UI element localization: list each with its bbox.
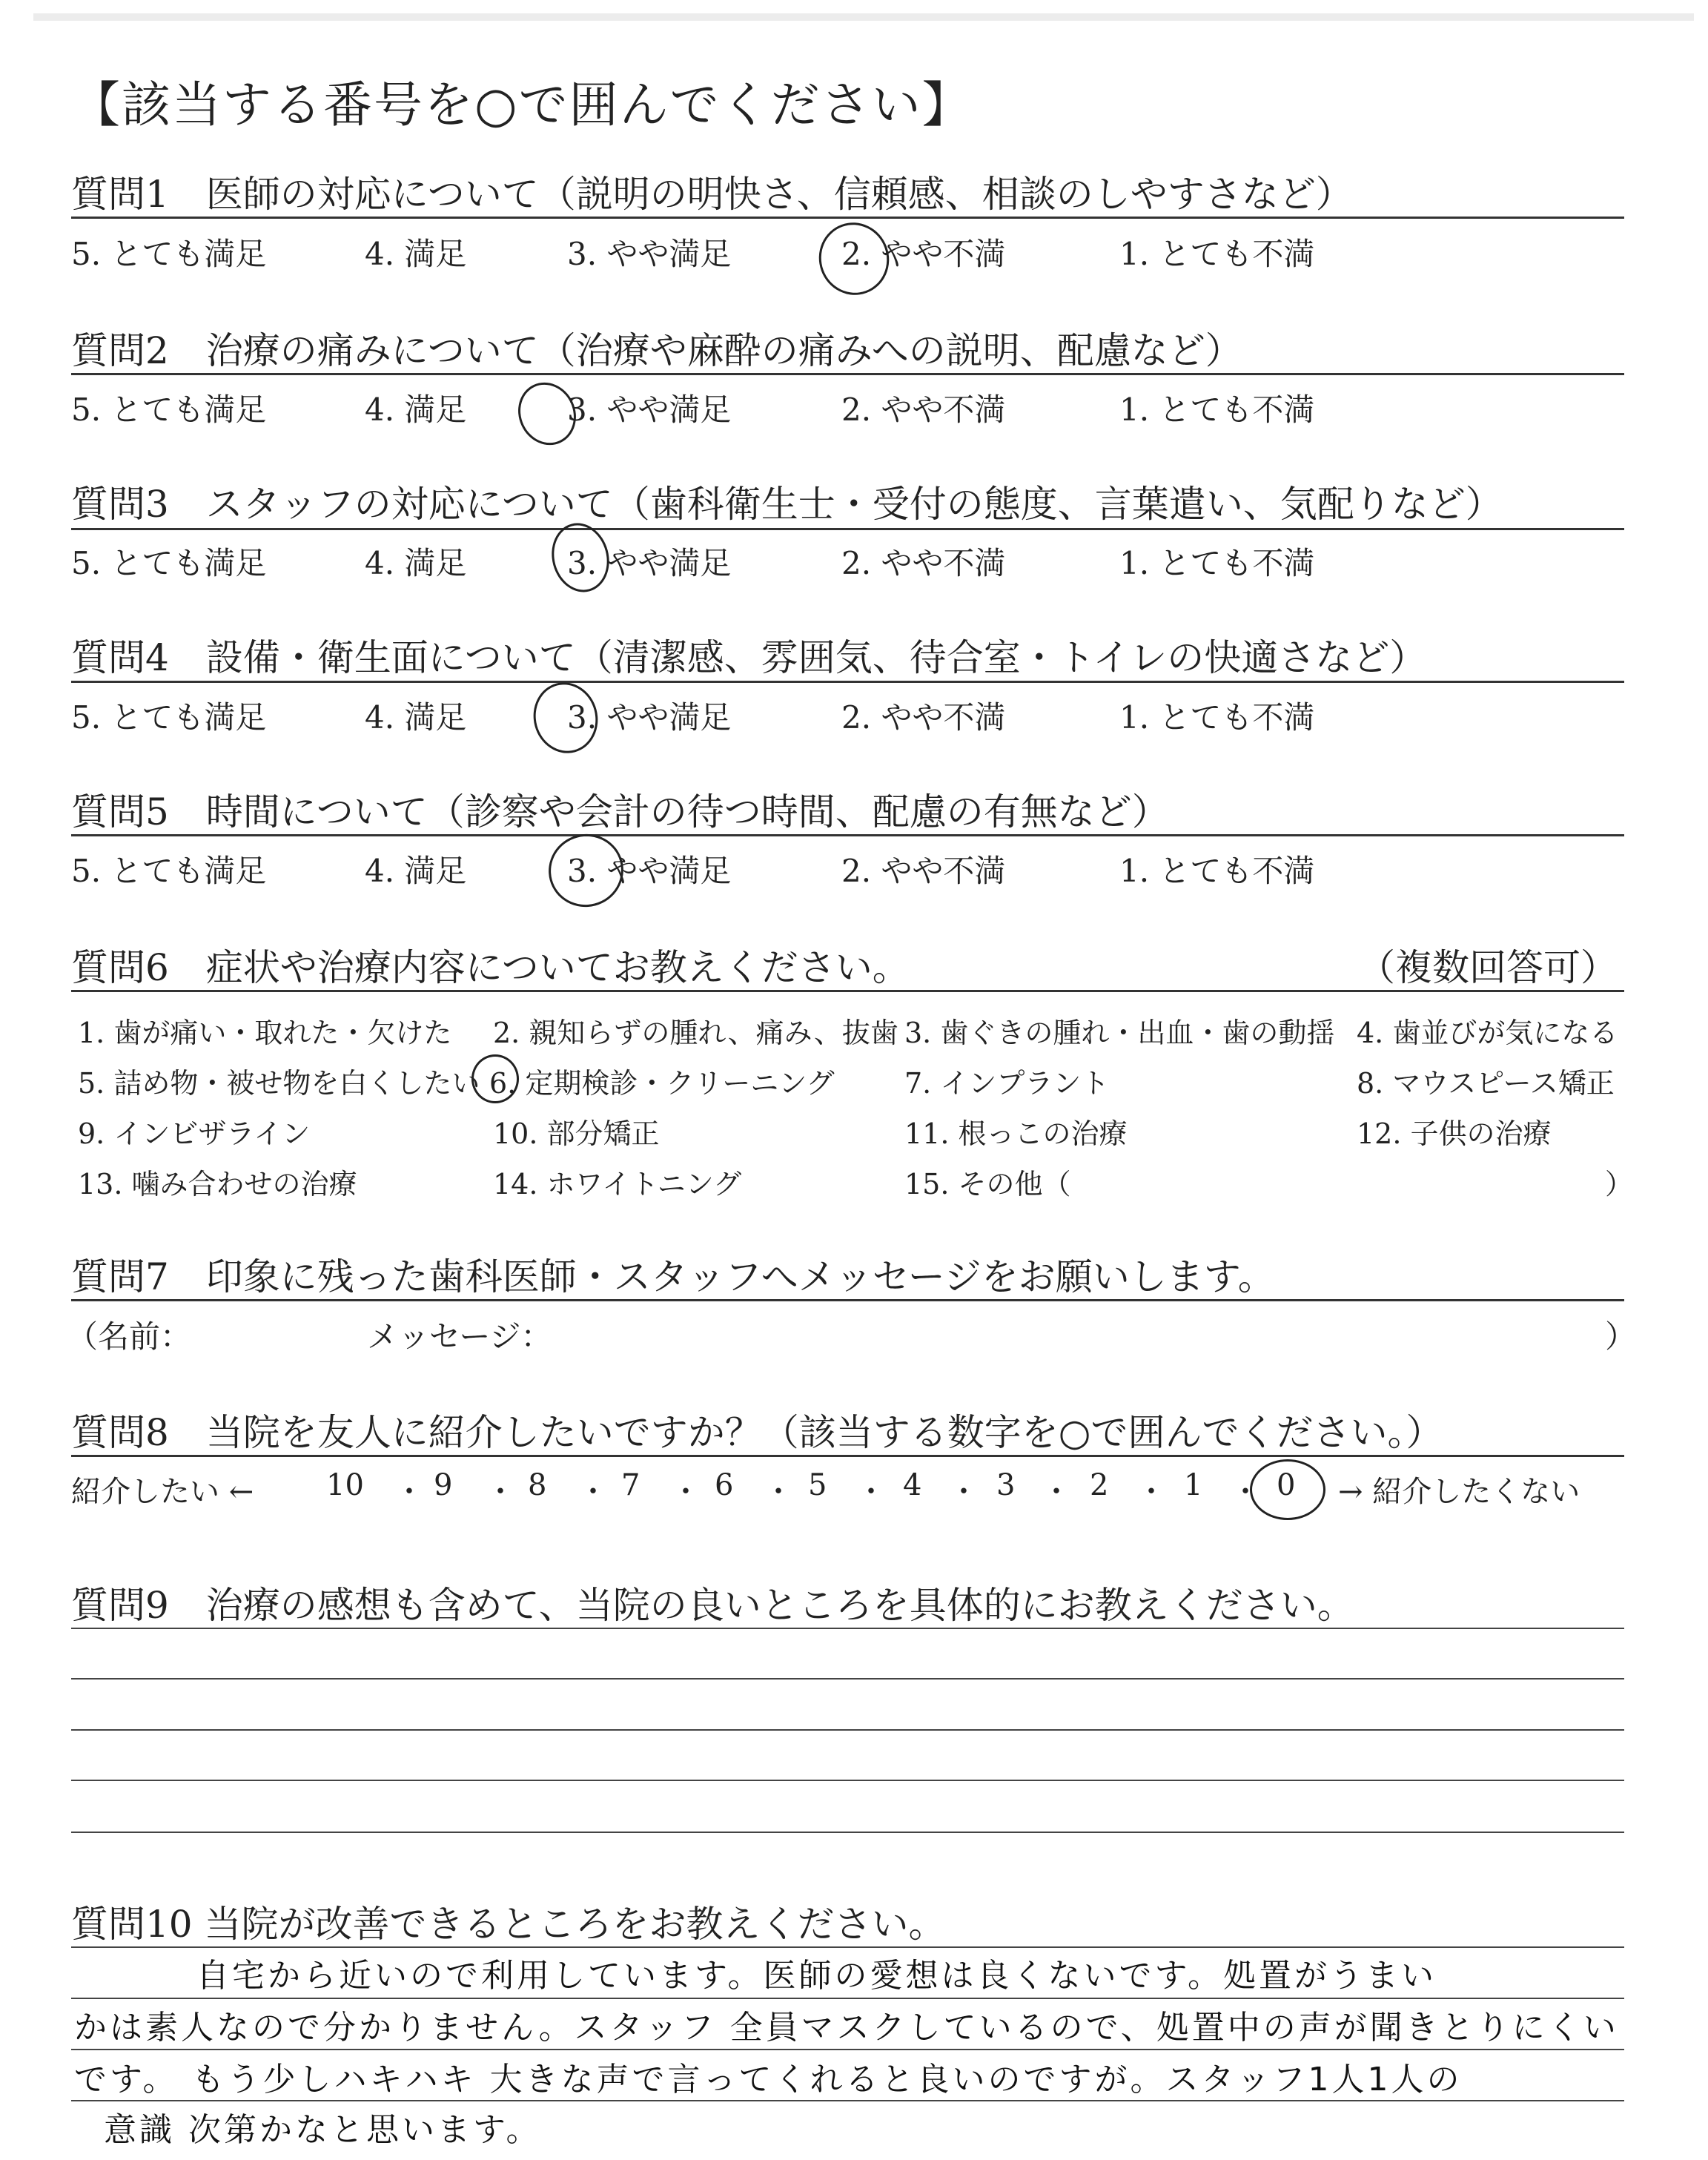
q10-label: 質問10 当院が改善できるところをお教えください。 xyxy=(71,1903,946,1946)
q4-option-5[interactable]: 5. とても満足 xyxy=(71,699,267,736)
q8-dot: ・ xyxy=(394,1475,424,1509)
q1-circle-mark xyxy=(809,213,899,305)
q8-dot: ・ xyxy=(578,1475,608,1509)
q7-label: 質問7 印象に残った歯科医師・スタッフへメッセージをお願いします。 xyxy=(71,1255,1275,1298)
q1-option-1[interactable]: 1. とても不満 xyxy=(1119,236,1315,272)
q4-circle-mark xyxy=(526,676,606,761)
q8-dot: ・ xyxy=(1042,1475,1071,1509)
q8-dot: ・ xyxy=(1136,1475,1166,1509)
q4-option-1[interactable]: 1. とても不満 xyxy=(1119,699,1315,736)
q9-line-5[interactable] xyxy=(71,1832,1624,1833)
q8-scale-5[interactable]: 5 xyxy=(808,1468,827,1502)
q6-note: （複数回答可） xyxy=(1358,946,1618,989)
q5-option-2[interactable]: 2. やや不満 xyxy=(841,853,1006,889)
q6-option-15[interactable]: 15. その他（ xyxy=(904,1168,1071,1200)
q6-option-6[interactable]: 6. 定期検診・クリーニング xyxy=(489,1067,835,1100)
q4-rule xyxy=(71,681,1624,683)
q3-option-2[interactable]: 2. やや不満 xyxy=(841,545,1006,581)
q6-option-12[interactable]: 12. 子供の治療 xyxy=(1357,1117,1552,1150)
q9-line-1[interactable] xyxy=(71,1628,1624,1629)
q8-scale-0[interactable]: 0 xyxy=(1277,1468,1296,1502)
q8-rule xyxy=(71,1455,1624,1457)
q6-option-9[interactable]: 9. インビザライン xyxy=(78,1117,311,1150)
q8-scale-10[interactable]: 10 xyxy=(326,1468,364,1502)
q8-label: 質問8 当院を友人に紹介したいですか？（該当する数字を○で囲んでください。） xyxy=(71,1411,1443,1454)
q6-option-2[interactable]: 2. 親知らずの腫れ、痛み、抜歯 xyxy=(493,1017,898,1049)
q8-scale-8[interactable]: 8 xyxy=(528,1468,547,1502)
q8-dot: ・ xyxy=(764,1475,793,1509)
scan-edge xyxy=(33,13,1694,21)
q5-circle-mark xyxy=(540,826,632,916)
q8-scale-3[interactable]: 3 xyxy=(996,1468,1016,1502)
q8-scale-9[interactable]: 9 xyxy=(434,1468,453,1502)
q5-rule xyxy=(71,834,1624,836)
q8-dot: ・ xyxy=(856,1475,886,1509)
q10-line-4[interactable] xyxy=(71,2100,1624,2101)
q4-option-2[interactable]: 2. やや不満 xyxy=(841,699,1006,736)
page-title: 【該当する番号を○で囲んでください】 xyxy=(71,76,973,133)
q2-option-4[interactable]: 4. 満足 xyxy=(365,392,467,428)
q10-line-3[interactable] xyxy=(71,2049,1624,2050)
q1-option-5[interactable]: 5. とても満足 xyxy=(71,236,267,272)
q4-label: 質問4 設備・衛生面について（清潔感、雰囲気、待合室・トイレの快適さなど） xyxy=(71,636,1427,679)
q9-line-2[interactable] xyxy=(71,1678,1624,1680)
q9-line-3[interactable] xyxy=(71,1729,1624,1731)
q8-dot: ・ xyxy=(671,1475,701,1509)
q1-rule xyxy=(71,217,1624,219)
q10-line-1[interactable] xyxy=(71,1946,1624,1948)
q2-option-2[interactable]: 2. やや不満 xyxy=(841,392,1006,428)
q7-name-label: （名前： xyxy=(67,1318,192,1355)
q5-option-4[interactable]: 4. 満足 xyxy=(365,853,467,889)
q8-left-label: 紹介したい ← xyxy=(71,1475,254,1509)
q6-option-10[interactable]: 10. 部分矯正 xyxy=(493,1117,660,1150)
q9-label: 質問9 治療の感想も含めて、当院の良いところを具体的にお教えください。 xyxy=(71,1584,1354,1627)
q6-option-14[interactable]: 14. ホワイトニング xyxy=(493,1168,742,1200)
q6-option-3[interactable]: 3. 歯ぐきの腫れ・出血・歯の動揺 xyxy=(904,1017,1335,1049)
q2-rule xyxy=(71,373,1624,375)
q6-option-8[interactable]: 8. マウスピース矯正 xyxy=(1357,1067,1615,1100)
q2-option-1[interactable]: 1. とても不満 xyxy=(1119,392,1315,428)
q6-option-13[interactable]: 13. 噛み合わせの治療 xyxy=(78,1168,357,1200)
q7-rule xyxy=(71,1299,1624,1301)
q2-option-5[interactable]: 5. とても満足 xyxy=(71,392,267,428)
q1-option-3[interactable]: 3. やや満足 xyxy=(567,236,732,272)
q6-option-1[interactable]: 1. 歯が痛い・取れた・欠けた xyxy=(78,1017,452,1049)
q3-rule xyxy=(71,528,1624,530)
q5-option-5[interactable]: 5. とても満足 xyxy=(71,853,267,889)
q8-scale-1[interactable]: 1 xyxy=(1184,1468,1203,1502)
q6-option-11[interactable]: 11. 根っこの治療 xyxy=(904,1117,1128,1150)
q8-scale-4[interactable]: 4 xyxy=(903,1468,922,1502)
q8-right-label: → 紹介したくない xyxy=(1338,1475,1580,1509)
q8-scale-7[interactable]: 7 xyxy=(621,1468,640,1502)
q10-handwritten-line-3: です。 もう少しハキハキ 大きな声で言ってくれると良いのですが。スタッフ1人1人の xyxy=(74,2061,1463,2098)
q8-dot: ・ xyxy=(1231,1475,1260,1509)
q10-handwritten-line-2: かは素人なので分かりません。スタッフ 全員マスクしているので、処置中の声が聞きとりにくい xyxy=(74,2009,1619,2047)
q9-line-4[interactable] xyxy=(71,1780,1624,1781)
q4-option-4[interactable]: 4. 満足 xyxy=(365,699,467,736)
q5-option-3[interactable]: 3. やや満足 xyxy=(567,853,732,889)
q8-dot: ・ xyxy=(486,1475,515,1509)
q6-option-4[interactable]: 4. 歯並びが気になる xyxy=(1357,1017,1618,1049)
q6-rule xyxy=(71,990,1624,992)
q5-option-1[interactable]: 1. とても不満 xyxy=(1119,853,1315,889)
q2-option-3[interactable]: 3. やや満足 xyxy=(567,392,732,428)
q1-label: 質問1 医師の対応について（説明の明快さ、信頼感、相談のしやすさなど） xyxy=(71,173,1353,216)
q6-circle-mark xyxy=(471,1054,519,1103)
q1-option-2[interactable]: 2. やや不満 xyxy=(841,236,1006,272)
q10-handwritten-line-1: 自宅から近いので利用しています。医師の愛想は良くないです。処置がうまい xyxy=(196,1957,1437,1995)
q6-option-5[interactable]: 5. 詰め物・被せ物を白くしたい xyxy=(78,1067,480,1100)
q3-option-4[interactable]: 4. 満足 xyxy=(365,545,467,581)
q3-option-3[interactable]: 3. やや満足 xyxy=(567,545,732,581)
q10-handwritten-line-4: 意識 次第かなと思います。 xyxy=(104,2111,542,2149)
q10-line-2[interactable] xyxy=(71,1998,1624,1999)
q7-message-label: メッセージ： xyxy=(367,1318,552,1355)
q7-close: ） xyxy=(1605,1318,1637,1355)
q8-scale-6[interactable]: 6 xyxy=(715,1468,734,1502)
q3-label: 質問3 スタッフの対応について（歯科衛生士・受付の態度、言葉遣い、気配りなど） xyxy=(71,483,1503,526)
q8-dot: ・ xyxy=(949,1475,979,1509)
q8-scale-2[interactable]: 2 xyxy=(1090,1468,1109,1502)
q3-option-1[interactable]: 1. とても不満 xyxy=(1119,545,1315,581)
q6-label: 質問6 症状や治療内容についてお教えください。 xyxy=(71,946,910,989)
q4-option-3[interactable]: 3. やや満足 xyxy=(567,699,732,736)
q8-circle-mark xyxy=(1250,1459,1325,1520)
q1-option-4[interactable]: 4. 満足 xyxy=(365,236,467,272)
q6-option-7[interactable]: 7. インプラント xyxy=(904,1067,1110,1100)
q2-label: 質問2 治療の痛みについて（治療や麻酔の痛みへの説明、配慮など） xyxy=(71,329,1242,372)
q3-option-5[interactable]: 5. とても満足 xyxy=(71,545,267,581)
q6-other-close: ） xyxy=(1605,1168,1634,1200)
q5-label: 質問5 時間について（診察や会計の待つ時間、配慮の有無など） xyxy=(71,790,1169,833)
